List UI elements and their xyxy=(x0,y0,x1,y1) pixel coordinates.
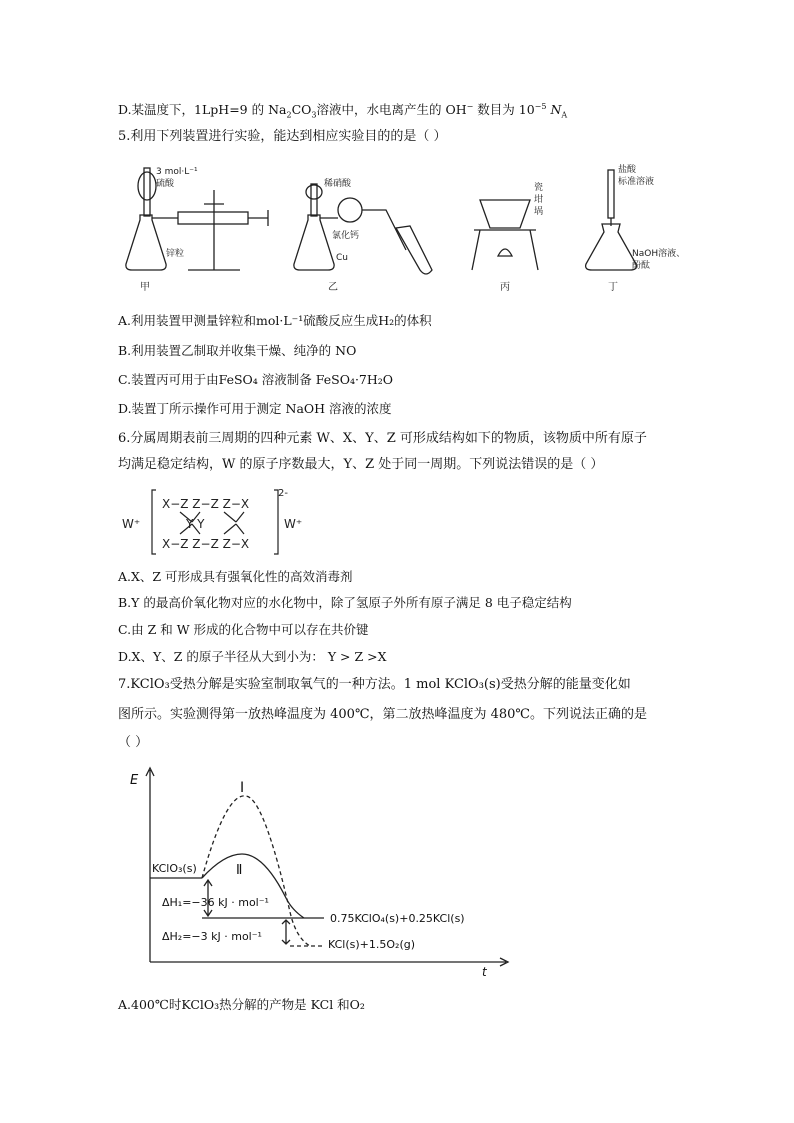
syringe xyxy=(178,212,248,224)
anion-charge: 2- xyxy=(278,488,288,499)
caption-yi: 乙 xyxy=(328,282,338,293)
q4d-sup: −5 xyxy=(534,102,547,111)
q5-option-c: C.装置丙可用于由FeSO₄ 溶液制备 FeSO₄·7H₂O xyxy=(118,372,394,387)
x-axis xyxy=(150,958,508,966)
label-hno3: 稀硝酸 xyxy=(324,179,352,189)
label-acid-conc: 3 mol·L⁻¹ xyxy=(156,167,198,177)
bracket-left xyxy=(152,490,156,554)
q6-stem-1: 6.分属周期表前三周期的四种元素 W、X、Y、Z 可形成结构如下的物质，该物质中所有原子 xyxy=(118,431,647,446)
q4d-text: 数目为 10 xyxy=(473,102,535,118)
curve-1-label: Ⅰ xyxy=(240,780,245,796)
structure-row-2: X−Z Z−Z Z−X xyxy=(162,537,250,551)
label-acid: 硫酸 xyxy=(156,179,175,189)
q4d-text: CO xyxy=(291,102,312,118)
x-axis-label: t xyxy=(482,965,487,979)
label-crucible-2: 坩 xyxy=(534,195,544,205)
q6-option-a: A.X、Z 可形成具有强氧化性的高效消毒剂 xyxy=(118,569,353,584)
dh2-arrow xyxy=(282,920,290,944)
q4d-sub: 3 xyxy=(311,110,317,120)
q7-option-a: A.400℃时KClO₃热分解的产物是 KCl 和O₂ xyxy=(118,997,365,1012)
q4d-sub: 2 xyxy=(286,110,292,120)
q4d-sup: − xyxy=(466,102,474,111)
funnel-stem xyxy=(144,168,150,216)
q6-option-c: C.由 Z 和 W 形成的化合物中可以存在共价键 xyxy=(118,622,369,637)
test-tube xyxy=(396,226,432,274)
structure-row-mid: Y Y xyxy=(186,517,205,531)
label-cacl2: 氯化钙 xyxy=(332,231,360,241)
caption-jia: 甲 xyxy=(140,282,150,293)
reactant-label: KClO₃(s) xyxy=(152,862,197,875)
drying-tube xyxy=(338,198,362,222)
curve-1 xyxy=(202,796,310,946)
y-axis-label: E xyxy=(130,773,139,788)
label-std: 标准溶液 xyxy=(618,177,655,187)
label-crucible-3: 埚 xyxy=(534,207,544,217)
flask-jia xyxy=(126,215,166,270)
q4-option-d xyxy=(118,98,567,125)
dh2-label: ΔH₂=−3 kJ · mol⁻¹ xyxy=(162,930,262,943)
q7-stem-3: （ ） xyxy=(118,735,149,750)
structure-row-1: X−Z Z−Z Z−X xyxy=(162,497,250,511)
product-2-label: KCl(s)+1.5O₂(g) xyxy=(328,938,416,951)
q5-apparatus-figure xyxy=(118,160,708,300)
q4d-sub: A xyxy=(561,110,568,120)
label-zinc: 锌粒 xyxy=(166,249,185,259)
flask-yi xyxy=(294,215,334,270)
dh1-label: ΔH₁=−36 kJ · mol⁻¹ xyxy=(162,896,269,909)
caption-ding: 丁 xyxy=(608,282,618,293)
q6-option-b: B.Y 的最高价氧化物对应的水化物中，除了氢原子外所有原子满足 8 电子稳定结构 xyxy=(118,595,572,610)
label-crucible-1: 瓷 xyxy=(534,183,544,193)
q5-option-d: D.装置丁所示操作可用于测定 NaOH 溶液的浓度 xyxy=(118,401,392,416)
label-phenol: 酚酞 xyxy=(632,261,651,271)
q4d-text: D.某温度下，1LpH=9 的 Na xyxy=(118,102,287,118)
q4d-text: 溶液中，水电离产生的 OH xyxy=(316,102,467,118)
q7-stem-2: 图所示。实验测得第一放热峰温度为 400℃，第二放热峰温度为 480℃。下列说法正确的是 xyxy=(118,707,647,722)
q7-stem-1: 7.KClO₃受热分解是实验室制取氧气的一种方法。1 mol KClO₃(s)受热分解的能量变化如 xyxy=(118,677,631,692)
bracket-right xyxy=(274,490,278,554)
label-cu: Cu xyxy=(336,253,348,263)
cation-left: W⁺ xyxy=(122,517,141,531)
product-1-label: 0.75KClO₄(s)+0.25KCl(s) xyxy=(330,912,465,925)
conical-flask xyxy=(586,224,637,270)
q5-option-a: A.利用装置甲测量锌粒和mol·L⁻¹硫酸反应生成H₂的体积 xyxy=(118,313,432,328)
caption-bing: 丙 xyxy=(500,282,510,293)
q6-structure-figure xyxy=(118,486,358,558)
burette xyxy=(608,170,614,218)
crucible xyxy=(480,200,530,228)
q7-energy-diagram xyxy=(130,762,530,984)
q6-option-d: D.X、Y、Z 的原子半径从大到小为： Y > Z >X xyxy=(118,649,387,664)
label-naoh: NaOH溶液、 xyxy=(632,249,686,259)
cation-right: W⁺ xyxy=(284,517,303,531)
label-hcl: 盐酸 xyxy=(618,165,637,175)
q6-stem-2: 均满足稳定结构，W 的原子序数最大，Y、Z 处于同一周期。下列说法错误的是（ ） xyxy=(118,457,604,472)
curve-2-label: Ⅱ xyxy=(236,863,243,878)
q5-option-b: B.利用装置乙制取并收集干燥、纯净的 NO xyxy=(118,343,357,358)
q4d-text: N xyxy=(546,102,562,118)
q5-stem: 5.利用下列装置进行实验，能达到相应实验目的的是（ ） xyxy=(118,129,447,144)
